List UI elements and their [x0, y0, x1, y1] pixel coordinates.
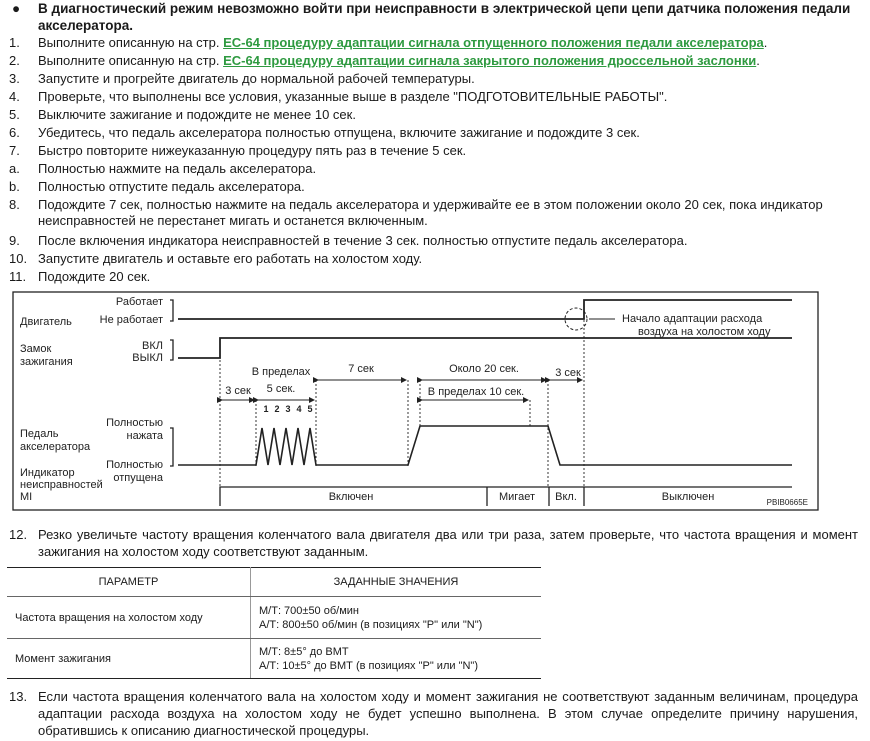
interval-5s: 5 сек. — [266, 383, 296, 395]
ignition-label: Замок — [20, 343, 52, 355]
column-header-values: ЗАДАННЫЕ ЗНАЧЕНИЯ — [251, 568, 542, 597]
engine-off-label: Не работает — [99, 314, 163, 326]
figure-code: PBIB0665E — [766, 498, 808, 507]
value-cell: М/Т: 8±5° до ВМТ А/Т: 10±5° до ВМТ (в позициях "P" или "N") — [251, 639, 542, 679]
adaptation-note-2: воздуха на холостом ходу — [638, 326, 771, 338]
interval-within: В пределах — [251, 366, 311, 378]
value-cell: М/Т: 700±50 об/мин А/Т: 800±50 об/мин (в позициях "P" или "N") — [251, 597, 542, 639]
table-row — [7, 597, 541, 639]
ignition-off-label: ВЫКЛ — [132, 352, 163, 364]
ignition-on-label: ВКЛ — [142, 340, 163, 352]
interval-10s: В пределах 10 сек. — [427, 386, 525, 398]
mil-state-off: Выключен — [661, 491, 715, 503]
pulse-number: 1 — [263, 404, 269, 414]
interval-3s-a: 3 сек — [225, 385, 251, 397]
pulse-number: 5 — [307, 404, 313, 414]
mil-label: Индикатор — [20, 467, 75, 479]
pulse-number: 2 — [274, 404, 280, 414]
column-header-parameter: ПАРАМЕТР — [7, 568, 251, 597]
param-cell: Момент зажигания — [7, 639, 251, 679]
adaptation-note: Начало адаптации расхода — [622, 313, 763, 325]
interval-7s: 7 сек — [348, 363, 374, 375]
mil-state-on-short: Вкл. — [555, 491, 577, 503]
param-cell: Частота вращения на холостом ходу — [7, 597, 251, 639]
table-row — [7, 639, 541, 679]
bullet-icon: ● — [12, 1, 21, 16]
spec-table — [7, 567, 541, 679]
mil-state-blinking: Мигает — [499, 491, 535, 503]
intro-text: В диагностический режим невозможно войти при неисправности в электрической цепи цепи датчика положения педали акселератора. — [38, 1, 851, 33]
pedal-label: Педаль — [20, 428, 59, 440]
interval-3s-b: 3 сек — [555, 367, 581, 379]
interval-20s: Около 20 сек. — [449, 363, 519, 375]
table-header-row — [7, 568, 541, 597]
pedal-pressed-label: Полностью — [106, 417, 163, 429]
mil-label-3: MI — [20, 491, 33, 503]
pedal-label-2: акселератора — [20, 441, 91, 453]
ignition-label-2: зажигания — [20, 356, 73, 368]
pulse-number: 3 — [285, 404, 291, 414]
pulse-number: 4 — [296, 404, 302, 414]
ec64-link-throttle[interactable]: EC-64 процедуру адаптации сигнала закрытого положения дроссельной заслонки — [223, 53, 757, 68]
pedal-released-label: Полностью — [106, 459, 163, 471]
mil-label-2: неисправностей — [20, 479, 103, 491]
engine-label: Двигатель — [20, 316, 72, 328]
engine-on-label: Работает — [115, 296, 163, 308]
mil-state-on: Включен — [328, 491, 374, 503]
ec64-link-pedal[interactable]: EC-64 процедуру адаптации сигнала отпущенного положения педали акселератора — [223, 35, 764, 50]
pedal-released-label-2: отпущена — [113, 472, 163, 484]
pedal-pressed-label-2: нажата — [126, 430, 163, 442]
